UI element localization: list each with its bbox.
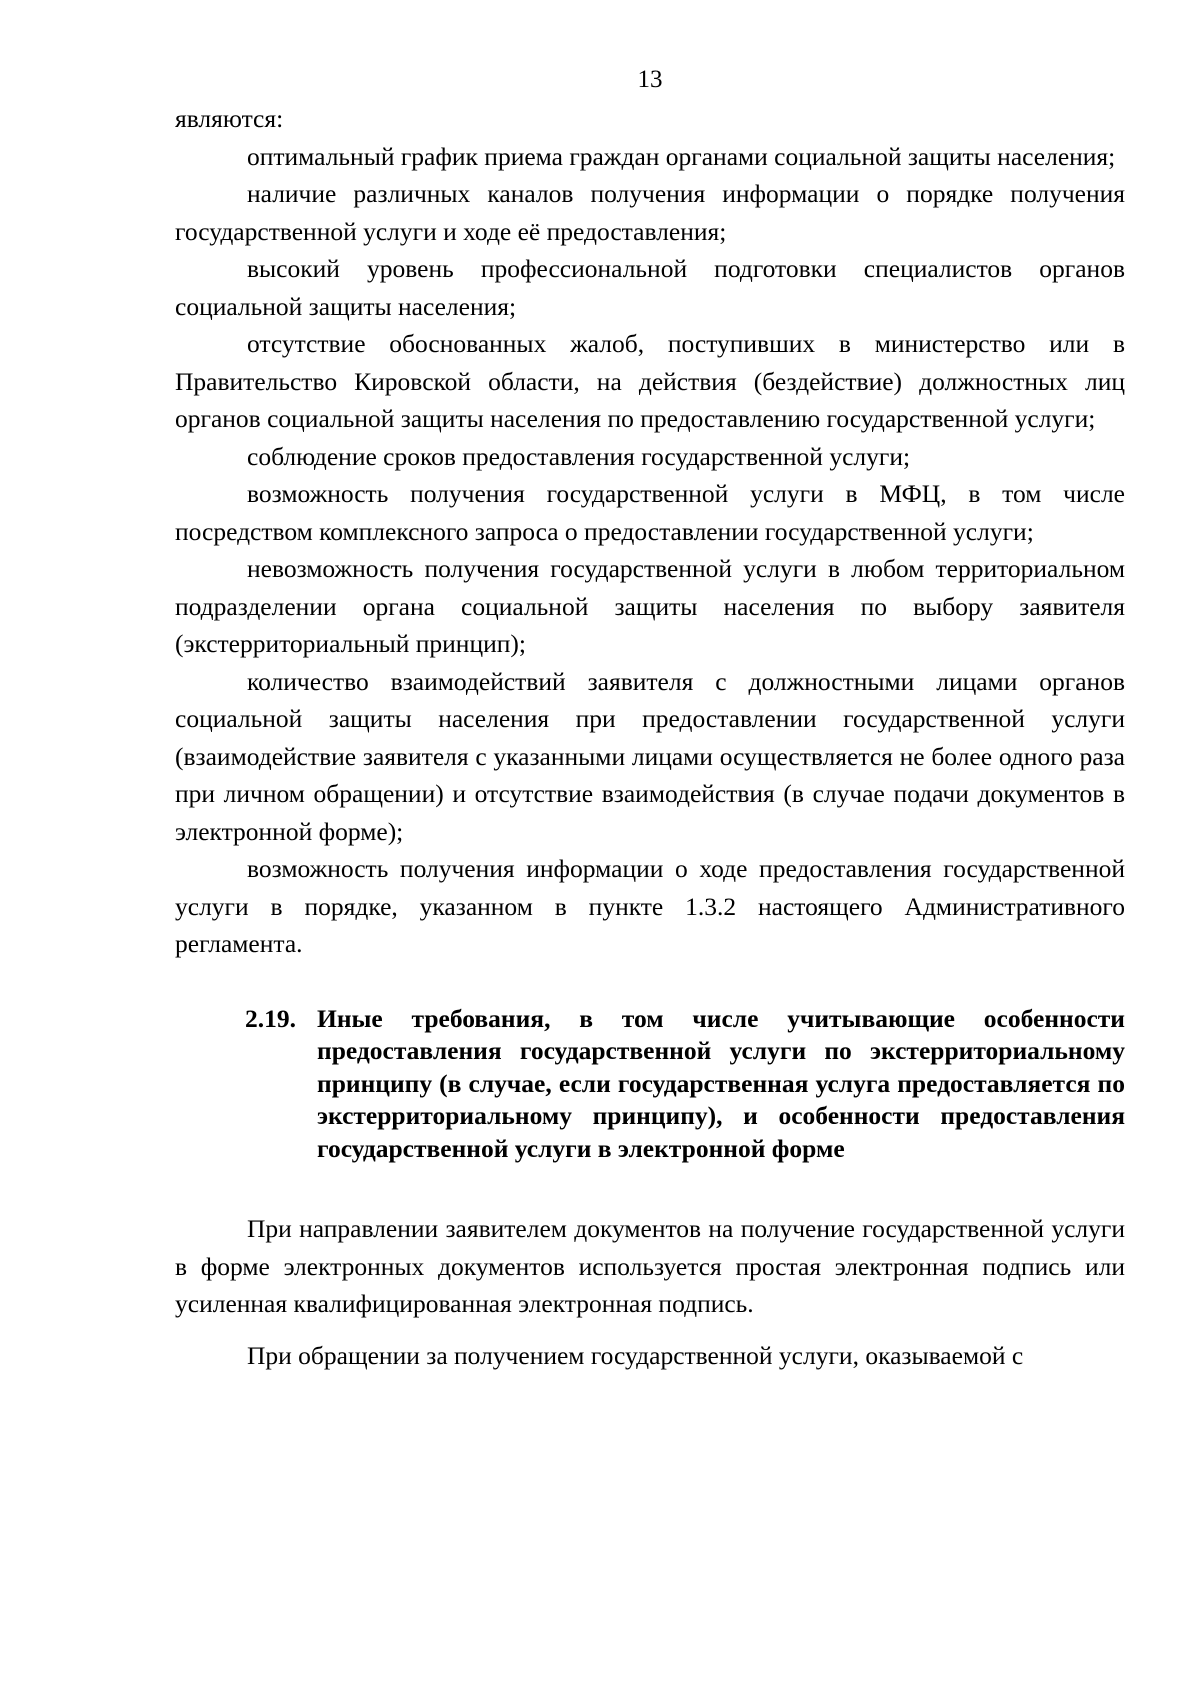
- paragraph-item: отсутствие обоснованных жалоб, поступивших в министерство или в Правительство Кировской области, на действия (бездействие) должностных лиц органов социальной защиты населения по предоставлению государственной услуги;: [175, 329, 1125, 433]
- page-number: 13: [637, 66, 663, 93]
- paragraph-intro: являются:: [175, 104, 284, 133]
- section-number: 2.19.: [245, 1003, 296, 1033]
- paragraph-item: невозможность получения государственной услуги в любом территориальном подразделении органа социальной защиты населения по выбору заявителя (экстерриториальный принцип);: [175, 554, 1125, 658]
- document-page: [175, 60, 1125, 1374]
- paragraph-item: возможность получения информации о ходе предоставления государственной услуги в порядке, указанном в пункте 1.3.2 настоящего Административного регламента.: [175, 854, 1125, 958]
- paragraph-body: При обращении за получением государственной услуги, оказываемой с: [247, 1340, 1024, 1370]
- paragraph-item: высокий уровень профессиональной подготовки специалистов органов социальной защиты населения;: [175, 254, 1125, 321]
- paragraph-body: При направлении заявителем документов на получение государственной услуги в форме электронных документов используется простая электронная подпись или усиленная квалифицированная электронная подпись.: [175, 1214, 1125, 1318]
- paragraph-item: количество взаимодействий заявителя с должностными лицами органов социальной защиты населения при предоставлении государственной услуги (взаимодействие заявителя с указанными лицами осуществляется не более одного раза при личном обращении) и отсутствие взаимодействия (в случае подачи документов в электронной форме);: [175, 666, 1125, 846]
- section-title: Иные требования, в том числе учитывающие особенности предоставления государственной услуги по экстерриториальному принципу (в случае, если государственная услуга предоставляется по экстерриториальному принципу), и особенности предоставления государственной услуги в электронной форме: [317, 1003, 1125, 1163]
- paragraph-item: оптимальный график приема граждан органами социальной защиты населения;: [247, 141, 1116, 171]
- paragraph-item: возможность получения государственной услуги в МФЦ, в том числе посредством комплексного запроса о предоставлении государственной услуги;: [175, 479, 1125, 546]
- paragraph-item: соблюдение сроков предоставления государственной услуги;: [247, 441, 911, 471]
- section-heading: [245, 1003, 1125, 1166]
- paragraph-item: наличие различных каналов получения информации о порядке получения государственной услуги и ходе её предоставления;: [175, 179, 1125, 246]
